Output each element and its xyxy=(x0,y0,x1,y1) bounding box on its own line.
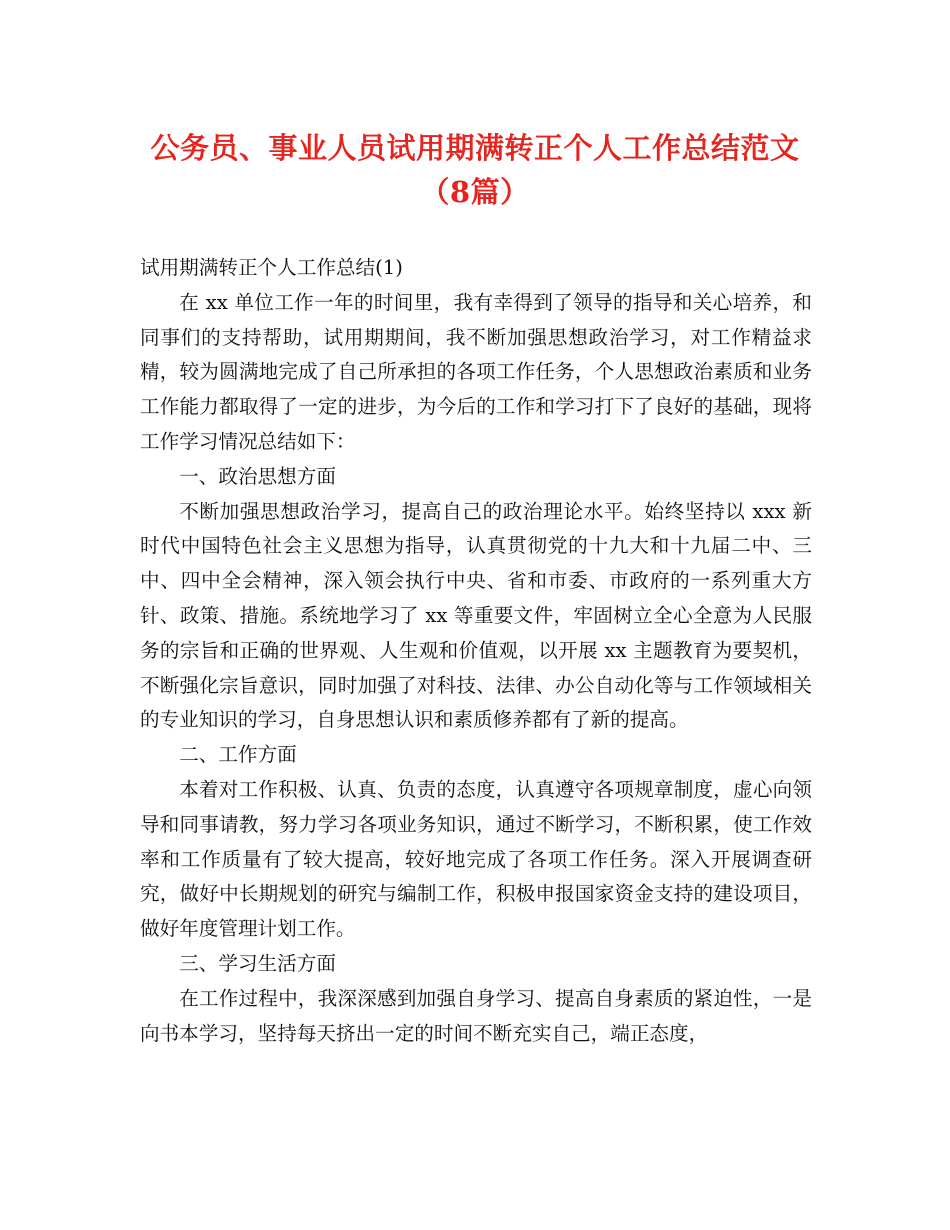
heading-political: 一、政治思想方面 xyxy=(179,464,336,488)
heading-work: 二、工作方面 xyxy=(179,743,297,767)
work-paragraph: 本着对工作积极、认真、负责的态度，认真遵守各项规章制度，虚心向领导和同事请教，努力学习各项业务知识，通过不断学习，不断积累，使工作效率和工作质量有了较大提高，较好地完成了各项工作任务。深入开展调查研究，做好中长期规划的研究与编制工作，积极申报国家资金支持的建设项目，做好年度管理计划工作。 xyxy=(140,777,812,941)
section-subtitle: 试用期满转正个人工作总结(1) xyxy=(140,256,403,279)
study-paragraph: 在工作过程中，我深深感到加强自身学习、提高自身素质的紧迫性，一是向书本学习，坚持每天挤出一定的时间不断充实自己，端正态度， xyxy=(140,986,812,1045)
heading-study-life: 三、学习生活方面 xyxy=(179,951,336,975)
document-body xyxy=(140,251,812,1051)
document-title: 公务员、事业人员试用期满转正个人工作总结范文（8篇） xyxy=(150,131,800,209)
political-paragraph: 不断加强思想政治学习，提高自己的政治理论水平。始终坚持以 xxx 新时代中国特色社会主义思想为指导，认真贯彻党的十九大和十九届二中、三中、四中全会精神，深入领会执行中央、省和市委、市政府的一系列重大方针、政策、措施。系统地学习了 xx 等重要文件，牢固树立全心全意为人民服务的宗旨和正确的世界观、人生观和价值观，以开展 xx 主题教育为要契机，不断强化宗旨意识，同时加强了对科技、法律、办公自动化等与工作领域相关的专业知识的学习，自身思想认识和素质修养都有了新的提高。 xyxy=(140,499,812,732)
intro-paragraph: 在 xx 单位工作一年的时间里，我有幸得到了领导的指导和关心培养，和同事们的支持帮助，试用期期间，我不断加强思想政治学习，对工作精益求精，较为圆满地完成了自己所承担的各项工作任务，个人思想政治素质和业务工作能力都取得了一定的进步，为今后的工作和学习打下了良好的基础，现将工作学习情况总结如下： xyxy=(140,290,812,453)
